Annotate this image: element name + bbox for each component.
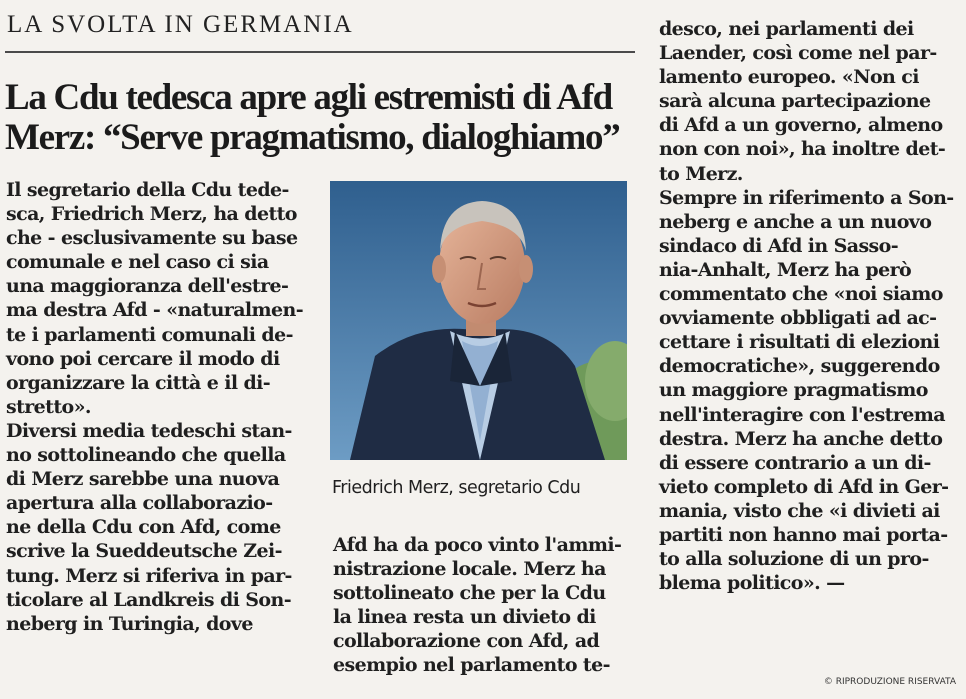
text-line: non con noi», ha inoltre det- — [659, 138, 946, 161]
text-line: di Afd a un governo, almeno — [659, 114, 943, 137]
photo-caption: Friedrich Merz, segretario Cdu — [332, 478, 581, 498]
text-line: una maggioranza dell'estre- — [6, 275, 289, 298]
text-line: neberg e anche a un nuovo — [659, 210, 932, 233]
text-line: ne della Cdu con Afd, come — [6, 516, 281, 539]
text-line: democratiche», suggerendo — [659, 355, 940, 378]
article-column-middle — [333, 533, 629, 678]
article-column-left — [6, 178, 306, 636]
text-line: organizzare la città e il di- — [6, 371, 271, 394]
text-line: scrive la Sueddeutsche Zei- — [6, 540, 282, 563]
text-line: lamento europeo. «Non ci — [659, 66, 919, 89]
text-line: Sempre in riferimento a Son- — [659, 186, 954, 209]
portrait-illustration — [330, 181, 627, 460]
text-line: sarà alcuna partecipazione — [659, 90, 931, 113]
text-line: tung. Merz si riferiva in par- — [6, 564, 292, 587]
text-line: esempio nel parlamento te- — [333, 654, 610, 677]
headline-line-2: Merz: “Serve pragmatismo, dialoghiamo” — [5, 117, 620, 158]
text-line: desco, nei parlamenti dei — [659, 18, 914, 40]
text-line: blema politico». — — [659, 572, 845, 595]
article-photo — [330, 181, 627, 460]
text-line: comunale e nel caso ci sia — [6, 251, 269, 274]
text-line: la linea resta un divieto di — [333, 606, 596, 629]
text-line: sottolineato che per la Cdu — [333, 582, 606, 605]
text-line: apertura alla collaborazio- — [6, 492, 273, 515]
text-line: partiti non hanno mai porta- — [659, 523, 948, 546]
kicker-rule — [5, 51, 635, 53]
text-line: ma destra Afd - «naturalmen- — [6, 299, 304, 322]
text-line: nell'interagire con l'estrema — [659, 403, 945, 426]
text-line: commentato che «noi siamo — [659, 283, 943, 306]
text-line: Diversi media tedeschi stan- — [6, 419, 292, 442]
text-line: vono poi cercare il modo di — [6, 347, 280, 370]
text-line: to alla soluzione di un pro- — [659, 548, 929, 571]
text-line: che - esclusivamente su base — [6, 227, 298, 250]
copyright-notice: © RIPRODUZIONE RISERVATA — [823, 677, 956, 687]
text-line: te i parlamenti comunali de- — [6, 323, 293, 346]
text-line: sca, Friedrich Merz, ha detto — [6, 203, 297, 226]
text-line: Il segretario della Cdu tede- — [6, 179, 289, 201]
text-line: ovviamente obbligati ad ac- — [659, 307, 937, 330]
text-line: no sottolineando che quella — [6, 444, 286, 467]
article-column-right — [659, 17, 959, 595]
text-line: cettare i risultati di elezioni — [659, 331, 940, 354]
text-line: un maggiore pragmatismo — [659, 379, 928, 402]
text-line: Afd ha da poco vinto l'ammi- — [333, 534, 622, 556]
text-line: Laender, così come nel par- — [659, 42, 937, 65]
text-line: mania, visto che «i divieti ai — [659, 499, 940, 522]
text-line: di Merz sarebbe una nuova — [6, 468, 280, 491]
text-line: neberg in Turingia, dove — [6, 612, 253, 635]
kicker: LA SVOLTA IN GERMANIA — [7, 11, 354, 38]
headline-line-1: La Cdu tedesca apre agli estremisti di Afd — [5, 77, 612, 118]
text-line: destra. Merz ha anche detto — [659, 427, 943, 450]
text-line: nia-Anhalt, Merz ha però — [659, 258, 912, 281]
text-line: ticolare al Landkreis di Son- — [6, 588, 291, 611]
headline — [5, 78, 645, 158]
text-line: to Merz. — [659, 162, 743, 185]
text-line: vieto completo di Afd in Ger- — [659, 475, 949, 498]
text-line: collaborazione con Afd, ad — [333, 630, 600, 653]
text-line: sindaco di Afd in Sasso- — [659, 234, 899, 257]
text-line: nistrazione locale. Merz ha — [333, 558, 606, 581]
text-line: stretto». — [6, 395, 91, 418]
text-line: di essere contrario a un di- — [659, 451, 931, 474]
